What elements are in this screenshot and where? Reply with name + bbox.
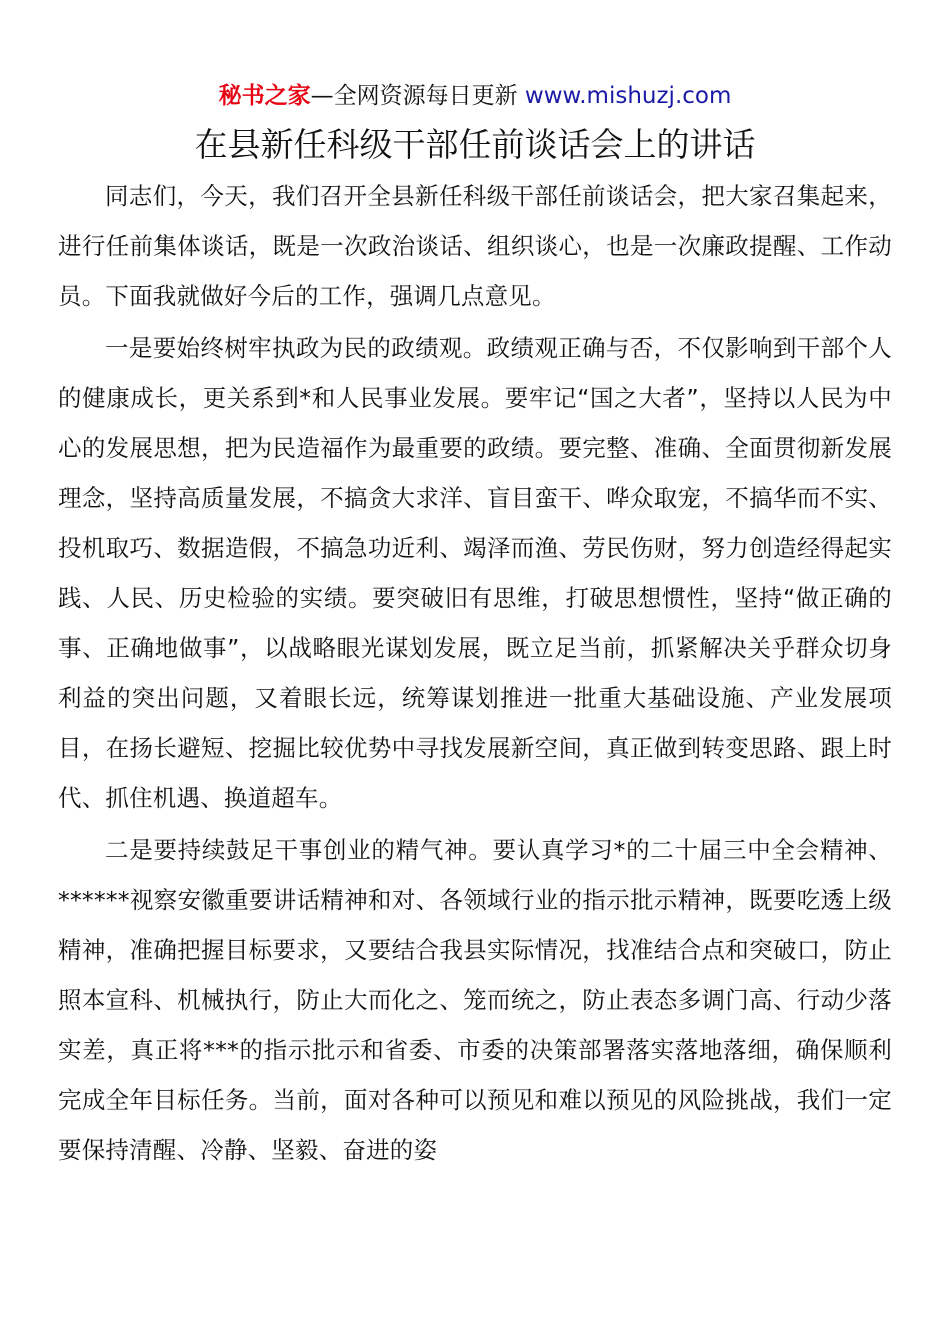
site-tagline: —全网资源每日更新 xyxy=(310,83,525,109)
paragraph-intro: 同志们，今天，我们召开全县新任科级干部任前谈话会，把大家召集起来，进行任前集体谈话，既是一次政治谈话、组织谈心，也是一次廉政提醒、工作动员。下面我就做好今后的工作，强调几点意见。 xyxy=(58,182,892,310)
site-header xyxy=(0,80,950,112)
site-url-link[interactable]: www.mishuzj.com xyxy=(524,83,732,109)
brand-name: 秘书之家 xyxy=(218,83,311,109)
document-title: 在县新任科级干部任前谈话会上的讲话 xyxy=(194,125,756,164)
paragraph-point-one: 一是要始终树牢执政为民的政绩观。政绩观正确与否，不仅影响到干部个人的健康成长，更关系到*和人民事业发展。要牢记“国之大者”，坚持以人民为中心的发展思想，把为民造福作为最重要的政绩。要完整、准确、全面贯彻新发展理念，坚持高质量发展，不搞贪大求洋、盲目蛮干、哗众取宠，不搞华而不实、投机取巧、数据造假，不搞急功近利、竭泽而渔、劳民伤财，努力创造经得起实践、人民、历史检验的实绩。要突破旧有思维，打破思想惯性，坚持“做正确的事、正确地做事”，以战略眼光谋划发展，既立足当前，抓紧解决关乎群众切身利益的突出问题，又着眼长远，统筹谋划推进一批重大基础设施、产业发展项目，在扬长避短、挖掘比较优势中寻找发展新空间，真正做到转变思路、跟上时代、抓住机遇、换道超车。 xyxy=(58,334,892,812)
document-body xyxy=(58,171,892,1177)
paragraph-point-two: 二是要持续鼓足干事创业的精气神。要认真学习*的二十届三中全会精神、******视察安徽重要讲话精神和对、各领域行业的指示批示精神，既要吃透上级精神，准确把握目标要求，又要结合我县实际情况，找准结合点和突破口，防止照本宣科、机械执行，防止大而化之、笼而统之，防止表态多调门高、行动少落实差，真正将***的指示批示和省委、市委的决策部署落实落地落细，确保顺利完成全年目标任务。当前，面对各种可以预见和难以预见的风险挑战，我们一定要保持清醒、冷静、坚毅、奋进的姿 xyxy=(58,836,892,1164)
